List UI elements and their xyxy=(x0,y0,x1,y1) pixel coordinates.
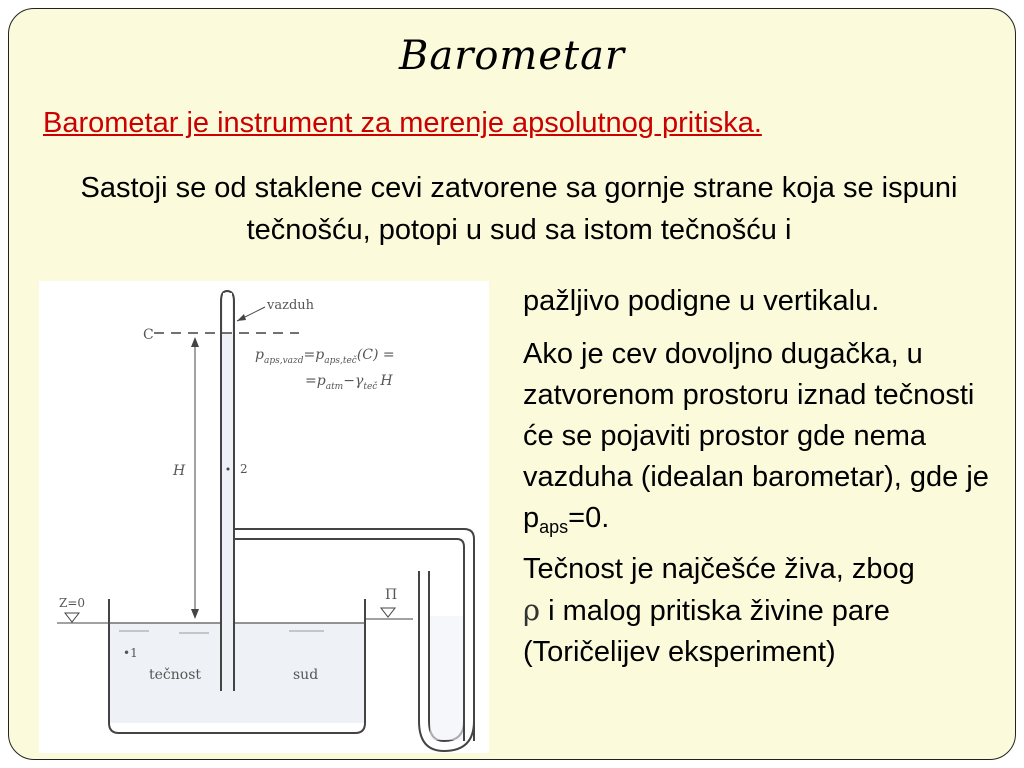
barometer-diagram xyxy=(39,281,489,753)
c-label: C xyxy=(143,327,154,343)
point-1-label: •1 xyxy=(123,646,138,660)
rho-symbol: ρ xyxy=(523,593,541,627)
equation-line-2: $=p_{atm}-\gamma_{teč}$ H xyxy=(305,373,393,392)
equation-line-1: $p_{aps,vazd}=p_{aps,teč}(C)$ = xyxy=(255,347,395,366)
z0-label: Z=0 xyxy=(59,596,86,610)
pi-marker-icon xyxy=(381,608,395,617)
right-column xyxy=(523,281,1013,683)
z0-marker-icon xyxy=(65,613,79,622)
paragraph-1-continued: pažljivo podigne u vertikalu. xyxy=(523,285,880,317)
paragraph-2-subscript: aps xyxy=(539,517,569,537)
sud-label: sud xyxy=(293,667,319,683)
vazduh-label: vazduh xyxy=(267,298,315,313)
paragraph-2-end: =0. xyxy=(568,502,610,534)
liquid-fill xyxy=(109,623,365,723)
paragraph-3-rest: i malog pritiska živine pare (Toričelijev eksperiment) xyxy=(523,595,890,668)
point-2-label: 2 xyxy=(240,462,248,476)
paragraph-1-text: Sastoji se od staklene cevi zatvorene sa gornje strane koja se ispuni tečnošću, potopi u sud sa istom tečnošću i xyxy=(80,172,958,246)
slide-title: Barometar xyxy=(398,33,626,79)
tecnost-label: tečnost xyxy=(149,667,202,683)
paragraph-3-line1: Tečnost je najčešće živa, zbog xyxy=(523,553,915,585)
definition-text: Barometar je instrument za merenje apsolutnog pritiska. xyxy=(43,107,762,139)
barometer-figure xyxy=(39,281,489,753)
paragraph-2-text: Ako je cev dovoljno dugačka, u zatvorenom prostoru iznad tečnosti će se pojaviti prostor gde nema vazduha (idealan barometar), gde je p xyxy=(523,338,989,534)
pi-label: Π xyxy=(385,587,398,603)
paragraph-3 xyxy=(523,549,1013,673)
h-label: H xyxy=(173,463,186,479)
paragraph-1 xyxy=(29,167,1009,251)
slide xyxy=(8,8,1016,760)
paragraph-2 xyxy=(523,334,1013,539)
barometer-tube xyxy=(221,291,234,691)
